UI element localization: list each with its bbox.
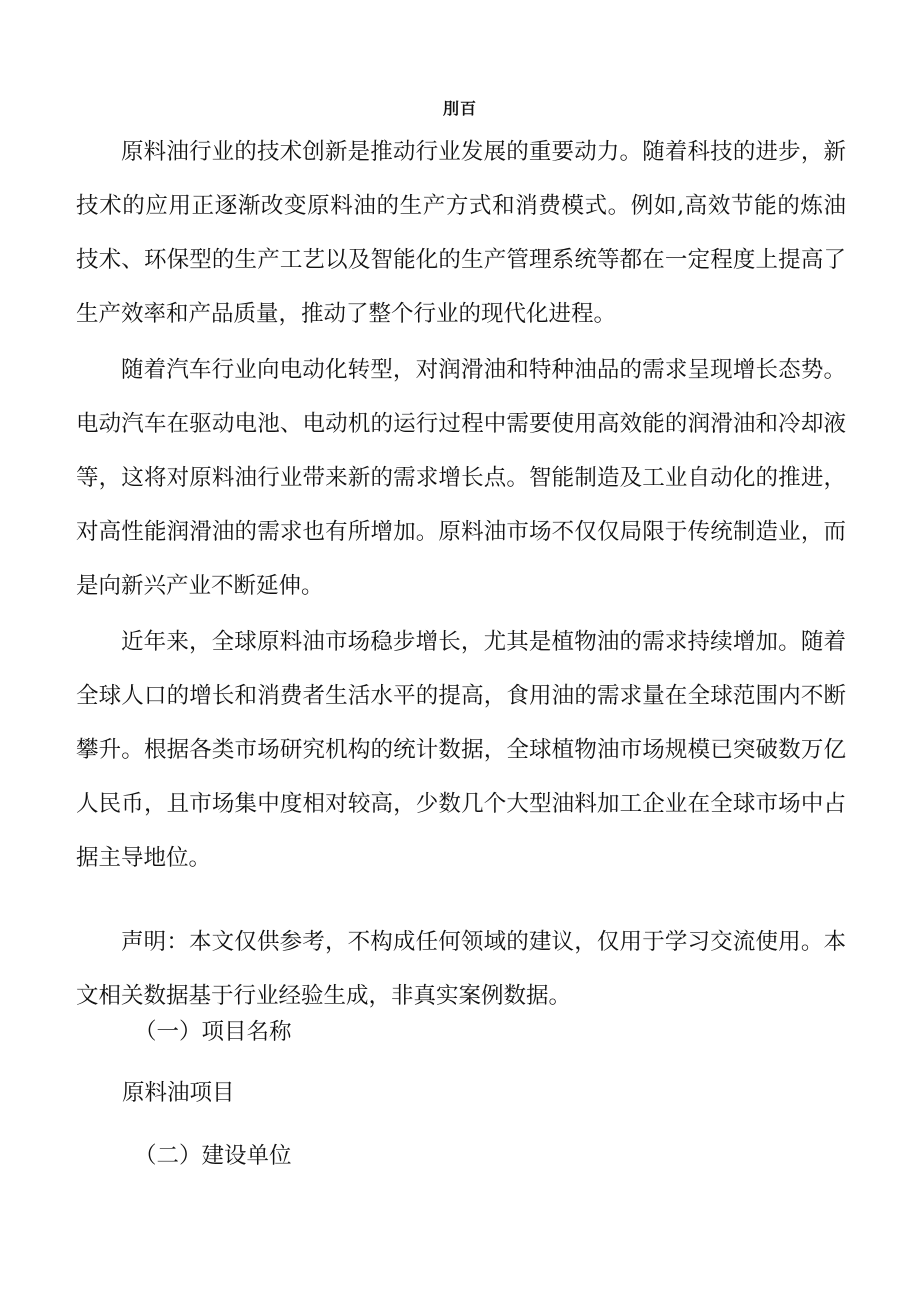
paragraph-global-market: 近年来，全球原料油市场稳步增长，尤其是植物油的需求持续增加。随着全球人口的增长和消费者生活水平的提高，食用油的需求量在全球范围内不断攀升。根据各类市场研究机构的统计数据，全球植物油市场规模已突破数万亿人民币，且市场集中度相对较高，少数几个大型油料加工企业在全球市场中占据主导地位。 [76, 629, 846, 871]
paragraph-technology: 原料油行业的技术创新是推动行业发展的重要动力。随着科技的进步，新技术的应用正逐渐改变原料油的生产方式和消费模式。例如,高效节能的炼油技术、环保型的生产工艺以及智能化的生产管理系统等都在一定程度上提高了生产效率和产品质量，推动了整个行业的现代化进程。 [76, 139, 846, 327]
project-name-value: 原料油项目 [122, 1080, 235, 1106]
section-heading-project-name: （一）项目名称 [134, 1019, 292, 1045]
paragraph-electrification: 随着汽车行业向电动化转型，对润滑油和特种油品的需求呈现增长态势。电动汽车在驱动电池、电动机的运行过程中需要使用高效能的润滑油和冷却液等，这将对原料油行业带来新的需求增长点。智能制造及工业自动化的推进，对高性能润滑油的需求也有所增加。原料油市场不仅仅局限于传统制造业，而是向新兴产业不断延伸。 [76, 357, 846, 599]
section-heading-construction-unit: （二）建设单位 [134, 1143, 292, 1169]
document-title: 刖百 [442, 99, 477, 118]
paragraph-disclaimer: 声明：本文仅供参考，不构成任何领域的建议，仅用于学习交流使用。本文相关数据基于行业经验生成，非真实案例数据。 [76, 929, 846, 1009]
